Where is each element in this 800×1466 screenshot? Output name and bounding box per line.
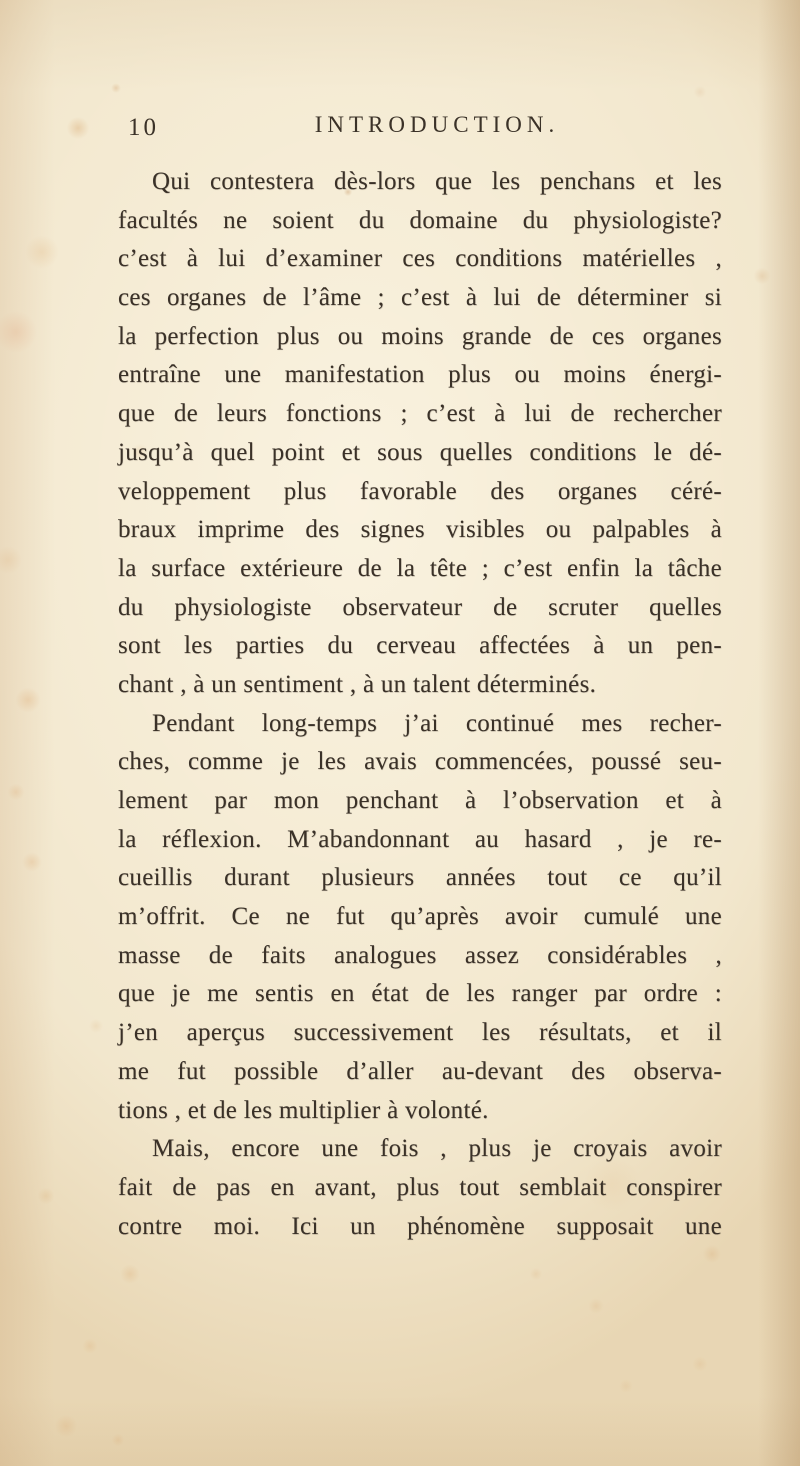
text-line: jusqu’à quel point et sous quelles conditions le dé- (118, 438, 722, 466)
text-line: entraîne une manifestation plus ou moins énergi- (118, 361, 722, 389)
text-line: me fut possible d’aller au-devant des observa- (118, 1057, 722, 1085)
text-line: facultés ne soient du domaine du physiologiste? (118, 206, 722, 234)
text-line: ches, comme je les avais commencées, poussé seu- (118, 748, 722, 776)
text-line: du physiologiste observateur de scruter quelles (118, 593, 722, 621)
text-line: veloppement plus favorable des organes céré- (118, 477, 722, 505)
text-line: fait de pas en avant, plus tout semblait conspirer (118, 1173, 722, 1201)
text-line: Qui contestera dès-lors que les penchans et les (152, 168, 722, 195)
text-line: cueillis durant plusieurs années tout ce qu’il (118, 864, 722, 892)
text-line: lement par mon penchant à l’observation et à (118, 787, 722, 814)
text-line: contre moi. Ici un phénomène supposait une (118, 1212, 722, 1240)
text-line: la surface extérieure de la tête ; c’est enfin la tâche (118, 554, 722, 582)
text-line: braux imprime des signes visibles ou palpables à (118, 516, 722, 544)
text-line: la réflexion. M’abandonnant au hasard , je re- (118, 825, 722, 853)
text-line: Mais, encore une fois , plus je croyais avoir (152, 1135, 722, 1163)
text-line: m’offrit. Ce ne fut qu’après avoir cumulé une (118, 903, 722, 931)
text-line: que de leurs fonctions ; c’est à lui de rechercher (118, 400, 722, 428)
text-line: masse de faits analogues assez considérables , (118, 941, 722, 969)
text-line: Pendant long-temps j’ai continué mes recher- (152, 709, 722, 737)
running-title: INTRODUCTION. (314, 112, 560, 137)
page-header (118, 112, 722, 144)
text-line: sont les parties du cerveau affectées à un pen- (118, 632, 722, 660)
body-text (118, 163, 722, 1246)
text-line: ces organes de l’âme ; c’est à lui de déterminer si (118, 284, 722, 312)
text-line: chant , à un sentiment , à un talent déterminés. (118, 670, 597, 698)
text-line: que je me sentis en état de les ranger par ordre : (118, 980, 722, 1008)
page-number: 10 (128, 114, 159, 141)
text-line: j’en aperçus successivement les résultats, et il (118, 1019, 722, 1047)
text-line: tions , et de les multiplier à volonté. (118, 1096, 489, 1124)
text-line: la perfection plus ou moins grande de ces organes (118, 322, 722, 350)
text-line: c’est à lui d’examiner ces conditions matérielles , (118, 245, 722, 273)
